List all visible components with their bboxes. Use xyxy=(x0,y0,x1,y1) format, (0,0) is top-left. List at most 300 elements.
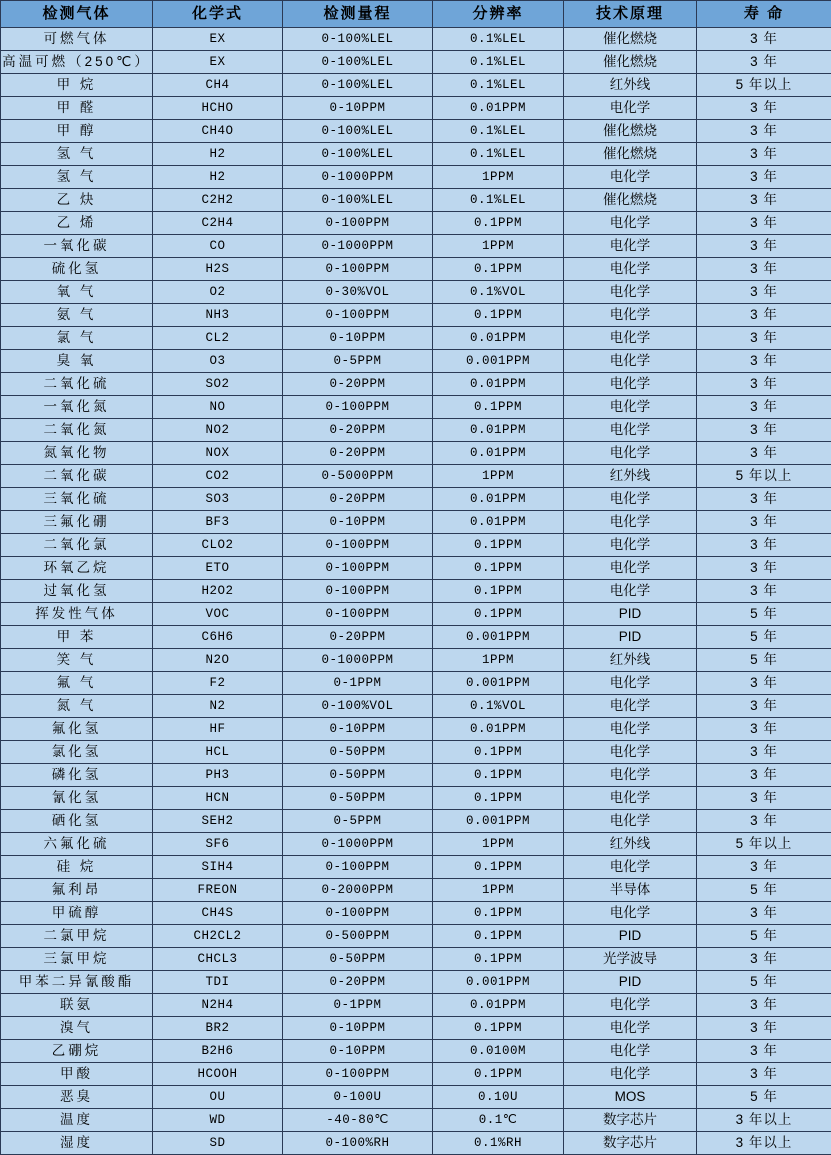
cell-detection-range: 0-100%LEL xyxy=(283,120,433,143)
cell-chemical-formula: N2 xyxy=(153,695,283,718)
cell-gas-name: 高温可燃（250℃） xyxy=(1,51,153,74)
cell-gas-name: 硅 烷 xyxy=(1,856,153,879)
cell-resolution: 0.1PPM xyxy=(433,212,564,235)
cell-lifetime: 5 年 xyxy=(697,971,831,994)
cell-detection-range: 0-100PPM xyxy=(283,534,433,557)
cell-chemical-formula: TDI xyxy=(153,971,283,994)
cell-detection-range: 0-50PPM xyxy=(283,764,433,787)
column-header-resolution: 分辨率 xyxy=(433,1,564,28)
cell-resolution: 0.1PPM xyxy=(433,1017,564,1040)
cell-detection-range: 0-1000PPM xyxy=(283,166,433,189)
table-row xyxy=(1,994,831,1017)
cell-technical-principle: 电化学 xyxy=(564,373,697,396)
cell-chemical-formula: EX xyxy=(153,28,283,51)
cell-chemical-formula: NO xyxy=(153,396,283,419)
cell-technical-principle: 电化学 xyxy=(564,304,697,327)
table-row xyxy=(1,1109,831,1132)
table-row xyxy=(1,856,831,879)
table-row xyxy=(1,741,831,764)
cell-chemical-formula: CH4S xyxy=(153,902,283,925)
cell-chemical-formula: H2 xyxy=(153,143,283,166)
table-row xyxy=(1,603,831,626)
cell-technical-principle: 红外线 xyxy=(564,74,697,97)
cell-lifetime: 3 年 xyxy=(697,97,831,120)
cell-chemical-formula: CO xyxy=(153,235,283,258)
table-row xyxy=(1,28,831,51)
table-row xyxy=(1,235,831,258)
cell-chemical-formula: HCHO xyxy=(153,97,283,120)
cell-resolution: 0.1%RH xyxy=(433,1132,564,1155)
cell-detection-range: 0-10PPM xyxy=(283,327,433,350)
table-row xyxy=(1,580,831,603)
cell-technical-principle: 催化燃烧 xyxy=(564,51,697,74)
cell-technical-principle: 催化燃烧 xyxy=(564,28,697,51)
cell-lifetime: 5 年以上 xyxy=(697,465,831,488)
cell-resolution: 0.1%LEL xyxy=(433,189,564,212)
cell-technical-principle: 电化学 xyxy=(564,764,697,787)
cell-resolution: 0.001PPM xyxy=(433,971,564,994)
cell-chemical-formula: NO2 xyxy=(153,419,283,442)
cell-technical-principle: 电化学 xyxy=(564,1063,697,1086)
cell-detection-range: 0-100U xyxy=(283,1086,433,1109)
cell-lifetime: 3 年 xyxy=(697,994,831,1017)
cell-chemical-formula: SIH4 xyxy=(153,856,283,879)
cell-resolution: 0.1PPM xyxy=(433,557,564,580)
cell-detection-range: 0-20PPM xyxy=(283,373,433,396)
table-row xyxy=(1,97,831,120)
table-row xyxy=(1,557,831,580)
cell-gas-name: 甲酸 xyxy=(1,1063,153,1086)
table-row xyxy=(1,304,831,327)
cell-technical-principle: 催化燃烧 xyxy=(564,143,697,166)
cell-resolution: 1PPM xyxy=(433,833,564,856)
cell-chemical-formula: HF xyxy=(153,718,283,741)
cell-technical-principle: 电化学 xyxy=(564,1017,697,1040)
cell-chemical-formula: BR2 xyxy=(153,1017,283,1040)
cell-resolution: 0.1PPM xyxy=(433,902,564,925)
cell-gas-name: 乙 烯 xyxy=(1,212,153,235)
cell-detection-range: 0-100%LEL xyxy=(283,189,433,212)
table-row xyxy=(1,488,831,511)
table-row xyxy=(1,787,831,810)
cell-gas-name: 硒化氢 xyxy=(1,810,153,833)
cell-lifetime: 3 年 xyxy=(697,718,831,741)
cell-gas-name: 乙硼烷 xyxy=(1,1040,153,1063)
cell-gas-name: 氨 气 xyxy=(1,304,153,327)
cell-detection-range: 0-100%LEL xyxy=(283,51,433,74)
table-row xyxy=(1,442,831,465)
cell-technical-principle: 电化学 xyxy=(564,695,697,718)
column-header-range: 检测量程 xyxy=(283,1,433,28)
table-row xyxy=(1,879,831,902)
cell-technical-principle: 数字芯片 xyxy=(564,1132,697,1155)
cell-technical-principle: 电化学 xyxy=(564,787,697,810)
cell-resolution: 0.01PPM xyxy=(433,488,564,511)
cell-gas-name: 磷化氢 xyxy=(1,764,153,787)
table-row xyxy=(1,810,831,833)
cell-resolution: 0.0100M xyxy=(433,1040,564,1063)
cell-technical-principle: 电化学 xyxy=(564,1040,697,1063)
cell-lifetime: 3 年 xyxy=(697,580,831,603)
cell-gas-name: 氰化氢 xyxy=(1,787,153,810)
cell-resolution: 0.01PPM xyxy=(433,442,564,465)
table-row xyxy=(1,396,831,419)
cell-detection-range: -40-80℃ xyxy=(283,1109,433,1132)
cell-lifetime: 5 年以上 xyxy=(697,833,831,856)
cell-resolution: 0.01PPM xyxy=(433,994,564,1017)
cell-chemical-formula: PH3 xyxy=(153,764,283,787)
cell-resolution: 0.1%LEL xyxy=(433,143,564,166)
cell-chemical-formula: C6H6 xyxy=(153,626,283,649)
table-row xyxy=(1,1132,831,1155)
cell-detection-range: 0-5PPM xyxy=(283,350,433,373)
cell-technical-principle: 电化学 xyxy=(564,97,697,120)
cell-lifetime: 3 年 xyxy=(697,672,831,695)
cell-lifetime: 3 年 xyxy=(697,695,831,718)
cell-chemical-formula: ETO xyxy=(153,557,283,580)
table-row xyxy=(1,327,831,350)
cell-gas-name: 甲硫醇 xyxy=(1,902,153,925)
cell-gas-name: 臭 氧 xyxy=(1,350,153,373)
cell-chemical-formula: CH4 xyxy=(153,74,283,97)
cell-resolution: 0.1PPM xyxy=(433,580,564,603)
column-header-principle: 技术原理 xyxy=(564,1,697,28)
cell-technical-principle: 电化学 xyxy=(564,350,697,373)
cell-technical-principle: PID xyxy=(564,971,697,994)
cell-technical-principle: 电化学 xyxy=(564,580,697,603)
cell-resolution: 1PPM xyxy=(433,166,564,189)
cell-chemical-formula: C2H4 xyxy=(153,212,283,235)
cell-lifetime: 3 年 xyxy=(697,810,831,833)
cell-technical-principle: 电化学 xyxy=(564,902,697,925)
cell-chemical-formula: CO2 xyxy=(153,465,283,488)
table-row xyxy=(1,672,831,695)
cell-detection-range: 0-100PPM xyxy=(283,603,433,626)
cell-chemical-formula: SF6 xyxy=(153,833,283,856)
cell-gas-name: 湿度 xyxy=(1,1132,153,1155)
table-row xyxy=(1,258,831,281)
cell-chemical-formula: F2 xyxy=(153,672,283,695)
cell-detection-range: 0-20PPM xyxy=(283,971,433,994)
cell-resolution: 0.1PPM xyxy=(433,603,564,626)
cell-detection-range: 0-10PPM xyxy=(283,97,433,120)
table-row xyxy=(1,902,831,925)
cell-gas-name: 一氧化氮 xyxy=(1,396,153,419)
table-row xyxy=(1,189,831,212)
cell-detection-range: 0-20PPM xyxy=(283,488,433,511)
cell-gas-name: 二氧化氯 xyxy=(1,534,153,557)
cell-gas-name: 甲 苯 xyxy=(1,626,153,649)
cell-lifetime: 3 年 xyxy=(697,304,831,327)
table-row xyxy=(1,948,831,971)
table-header xyxy=(1,1,831,28)
cell-technical-principle: 催化燃烧 xyxy=(564,120,697,143)
table-row xyxy=(1,833,831,856)
column-header-gas: 检测气体 xyxy=(1,1,153,28)
cell-gas-name: 三氧化硫 xyxy=(1,488,153,511)
cell-technical-principle: 电化学 xyxy=(564,396,697,419)
cell-technical-principle: 红外线 xyxy=(564,465,697,488)
cell-gas-name: 挥发性气体 xyxy=(1,603,153,626)
cell-technical-principle: 电化学 xyxy=(564,810,697,833)
cell-gas-name: 三氯甲烷 xyxy=(1,948,153,971)
column-header-lifetime: 寿 命 xyxy=(697,1,831,28)
cell-detection-range: 0-100PPM xyxy=(283,396,433,419)
cell-lifetime: 3 年 xyxy=(697,511,831,534)
cell-technical-principle: 光学波导 xyxy=(564,948,697,971)
cell-lifetime: 3 年 xyxy=(697,51,831,74)
cell-resolution: 0.1PPM xyxy=(433,396,564,419)
cell-chemical-formula: O3 xyxy=(153,350,283,373)
cell-chemical-formula: H2O2 xyxy=(153,580,283,603)
cell-chemical-formula: SO3 xyxy=(153,488,283,511)
cell-resolution: 0.1%LEL xyxy=(433,28,564,51)
cell-chemical-formula: N2O xyxy=(153,649,283,672)
cell-lifetime: 3 年 xyxy=(697,143,831,166)
cell-resolution: 0.1%VOL xyxy=(433,281,564,304)
cell-resolution: 0.1PPM xyxy=(433,948,564,971)
cell-lifetime: 3 年 xyxy=(697,1040,831,1063)
cell-detection-range: 0-100%LEL xyxy=(283,74,433,97)
cell-technical-principle: 电化学 xyxy=(564,419,697,442)
cell-technical-principle: 电化学 xyxy=(564,557,697,580)
cell-technical-principle: MOS xyxy=(564,1086,697,1109)
cell-chemical-formula: N2H4 xyxy=(153,994,283,1017)
table-row xyxy=(1,718,831,741)
cell-resolution: 0.001PPM xyxy=(433,350,564,373)
cell-resolution: 0.1%LEL xyxy=(433,74,564,97)
cell-lifetime: 5 年 xyxy=(697,879,831,902)
cell-chemical-formula: EX xyxy=(153,51,283,74)
cell-technical-principle: 电化学 xyxy=(564,442,697,465)
cell-resolution: 0.10U xyxy=(433,1086,564,1109)
cell-gas-name: 二氯甲烷 xyxy=(1,925,153,948)
cell-detection-range: 0-10PPM xyxy=(283,718,433,741)
cell-chemical-formula: CLO2 xyxy=(153,534,283,557)
table-row xyxy=(1,534,831,557)
table-row xyxy=(1,925,831,948)
cell-gas-name: 氧 气 xyxy=(1,281,153,304)
table-row xyxy=(1,166,831,189)
cell-detection-range: 0-5PPM xyxy=(283,810,433,833)
cell-technical-principle: 电化学 xyxy=(564,212,697,235)
cell-detection-range: 0-500PPM xyxy=(283,925,433,948)
cell-gas-name: 甲 醇 xyxy=(1,120,153,143)
cell-resolution: 0.001PPM xyxy=(433,626,564,649)
cell-lifetime: 3 年 xyxy=(697,534,831,557)
cell-detection-range: 0-100PPM xyxy=(283,856,433,879)
cell-resolution: 0.001PPM xyxy=(433,672,564,695)
cell-resolution: 0.01PPM xyxy=(433,419,564,442)
cell-lifetime: 3 年 xyxy=(697,1063,831,1086)
cell-lifetime: 3 年 xyxy=(697,856,831,879)
cell-lifetime: 3 年 xyxy=(697,557,831,580)
cell-chemical-formula: FREON xyxy=(153,879,283,902)
cell-lifetime: 5 年以上 xyxy=(697,74,831,97)
cell-chemical-formula: SEH2 xyxy=(153,810,283,833)
cell-detection-range: 0-50PPM xyxy=(283,741,433,764)
cell-technical-principle: 电化学 xyxy=(564,511,697,534)
cell-chemical-formula: NOX xyxy=(153,442,283,465)
cell-detection-range: 0-100PPM xyxy=(283,212,433,235)
cell-gas-name: 二氧化硫 xyxy=(1,373,153,396)
cell-detection-range: 0-100%LEL xyxy=(283,28,433,51)
table-row xyxy=(1,626,831,649)
cell-gas-name: 甲 醛 xyxy=(1,97,153,120)
cell-resolution: 0.1℃ xyxy=(433,1109,564,1132)
cell-technical-principle: PID xyxy=(564,603,697,626)
cell-gas-name: 联氨 xyxy=(1,994,153,1017)
cell-gas-name: 三氟化硼 xyxy=(1,511,153,534)
cell-lifetime: 3 年 xyxy=(697,787,831,810)
table-row xyxy=(1,695,831,718)
cell-technical-principle: 电化学 xyxy=(564,327,697,350)
cell-technical-principle: PID xyxy=(564,925,697,948)
table-row xyxy=(1,51,831,74)
cell-lifetime: 3 年 xyxy=(697,1017,831,1040)
cell-resolution: 0.1PPM xyxy=(433,925,564,948)
cell-detection-range: 0-100PPM xyxy=(283,557,433,580)
cell-gas-name: 甲苯二异氰酸酯 xyxy=(1,971,153,994)
cell-detection-range: 0-100PPM xyxy=(283,258,433,281)
table-row xyxy=(1,212,831,235)
cell-lifetime: 3 年 xyxy=(697,235,831,258)
cell-gas-name: 氟利昂 xyxy=(1,879,153,902)
table-row xyxy=(1,1063,831,1086)
cell-lifetime: 3 年 xyxy=(697,212,831,235)
table-row xyxy=(1,74,831,97)
table-row xyxy=(1,281,831,304)
cell-resolution: 0.01PPM xyxy=(433,373,564,396)
cell-lifetime: 3 年 xyxy=(697,488,831,511)
cell-resolution: 1PPM xyxy=(433,235,564,258)
cell-resolution: 0.01PPM xyxy=(433,97,564,120)
cell-detection-range: 0-1PPM xyxy=(283,672,433,695)
cell-lifetime: 3 年 xyxy=(697,948,831,971)
cell-gas-name: 氯 气 xyxy=(1,327,153,350)
cell-chemical-formula: SD xyxy=(153,1132,283,1155)
cell-lifetime: 3 年 xyxy=(697,902,831,925)
cell-resolution: 1PPM xyxy=(433,465,564,488)
cell-technical-principle: 电化学 xyxy=(564,488,697,511)
table-row xyxy=(1,649,831,672)
cell-lifetime: 3 年 xyxy=(697,764,831,787)
cell-lifetime: 5 年 xyxy=(697,1086,831,1109)
cell-resolution: 0.1%LEL xyxy=(433,120,564,143)
cell-chemical-formula: C2H2 xyxy=(153,189,283,212)
cell-detection-range: 0-1000PPM xyxy=(283,833,433,856)
cell-resolution: 0.1PPM xyxy=(433,741,564,764)
cell-detection-range: 0-100%RH xyxy=(283,1132,433,1155)
cell-technical-principle: 电化学 xyxy=(564,994,697,1017)
cell-resolution: 0.001PPM xyxy=(433,810,564,833)
cell-gas-name: 六氟化硫 xyxy=(1,833,153,856)
cell-technical-principle: 红外线 xyxy=(564,833,697,856)
cell-resolution: 0.1PPM xyxy=(433,1063,564,1086)
table-row xyxy=(1,764,831,787)
cell-gas-name: 氟化氢 xyxy=(1,718,153,741)
cell-chemical-formula: HCOOH xyxy=(153,1063,283,1086)
cell-technical-principle: 电化学 xyxy=(564,281,697,304)
cell-chemical-formula: O2 xyxy=(153,281,283,304)
table-row xyxy=(1,419,831,442)
cell-detection-range: 0-100PPM xyxy=(283,580,433,603)
cell-chemical-formula: NH3 xyxy=(153,304,283,327)
cell-chemical-formula: HCL xyxy=(153,741,283,764)
cell-detection-range: 0-1PPM xyxy=(283,994,433,1017)
cell-gas-name: 氮氧化物 xyxy=(1,442,153,465)
cell-technical-principle: 电化学 xyxy=(564,235,697,258)
cell-chemical-formula: H2 xyxy=(153,166,283,189)
cell-lifetime: 5 年 xyxy=(697,603,831,626)
cell-detection-range: 0-100PPM xyxy=(283,1063,433,1086)
cell-technical-principle: 催化燃烧 xyxy=(564,189,697,212)
cell-chemical-formula: VOC xyxy=(153,603,283,626)
cell-gas-name: 溴气 xyxy=(1,1017,153,1040)
table-body xyxy=(1,28,831,1155)
cell-resolution: 0.1%LEL xyxy=(433,51,564,74)
cell-lifetime: 3 年 xyxy=(697,350,831,373)
cell-technical-principle: 电化学 xyxy=(564,166,697,189)
cell-chemical-formula: CH2CL2 xyxy=(153,925,283,948)
cell-chemical-formula: WD xyxy=(153,1109,283,1132)
cell-resolution: 0.1PPM xyxy=(433,304,564,327)
cell-lifetime: 3 年 xyxy=(697,120,831,143)
cell-gas-name: 环氧乙烷 xyxy=(1,557,153,580)
cell-detection-range: 0-10PPM xyxy=(283,1017,433,1040)
cell-chemical-formula: CH4O xyxy=(153,120,283,143)
cell-lifetime: 3 年 xyxy=(697,373,831,396)
table-row xyxy=(1,350,831,373)
cell-lifetime: 3 年 xyxy=(697,189,831,212)
column-header-formula: 化学式 xyxy=(153,1,283,28)
table-row xyxy=(1,120,831,143)
cell-gas-name: 甲 烷 xyxy=(1,74,153,97)
cell-lifetime: 3 年 xyxy=(697,258,831,281)
cell-technical-principle: 电化学 xyxy=(564,534,697,557)
cell-lifetime: 3 年 xyxy=(697,327,831,350)
cell-resolution: 0.1%VOL xyxy=(433,695,564,718)
cell-lifetime: 3 年 xyxy=(697,442,831,465)
cell-resolution: 0.1PPM xyxy=(433,534,564,557)
cell-resolution: 0.1PPM xyxy=(433,787,564,810)
cell-technical-principle: 红外线 xyxy=(564,649,697,672)
cell-chemical-formula: OU xyxy=(153,1086,283,1109)
cell-technical-principle: PID xyxy=(564,626,697,649)
table-row xyxy=(1,971,831,994)
cell-gas-name: 温度 xyxy=(1,1109,153,1132)
table-row xyxy=(1,465,831,488)
cell-detection-range: 0-20PPM xyxy=(283,626,433,649)
cell-detection-range: 0-2000PPM xyxy=(283,879,433,902)
table-row xyxy=(1,1086,831,1109)
cell-chemical-formula: SO2 xyxy=(153,373,283,396)
cell-resolution: 0.1PPM xyxy=(433,258,564,281)
cell-lifetime: 3 年 xyxy=(697,28,831,51)
cell-lifetime: 3 年 xyxy=(697,396,831,419)
cell-detection-range: 0-1000PPM xyxy=(283,235,433,258)
cell-detection-range: 0-5000PPM xyxy=(283,465,433,488)
cell-detection-range: 0-10PPM xyxy=(283,511,433,534)
cell-lifetime: 3 年 xyxy=(697,419,831,442)
cell-gas-name: 二氧化碳 xyxy=(1,465,153,488)
cell-chemical-formula: CHCL3 xyxy=(153,948,283,971)
cell-detection-range: 0-10PPM xyxy=(283,1040,433,1063)
cell-gas-name: 可燃气体 xyxy=(1,28,153,51)
cell-technical-principle: 电化学 xyxy=(564,718,697,741)
cell-resolution: 0.01PPM xyxy=(433,718,564,741)
cell-technical-principle: 电化学 xyxy=(564,672,697,695)
